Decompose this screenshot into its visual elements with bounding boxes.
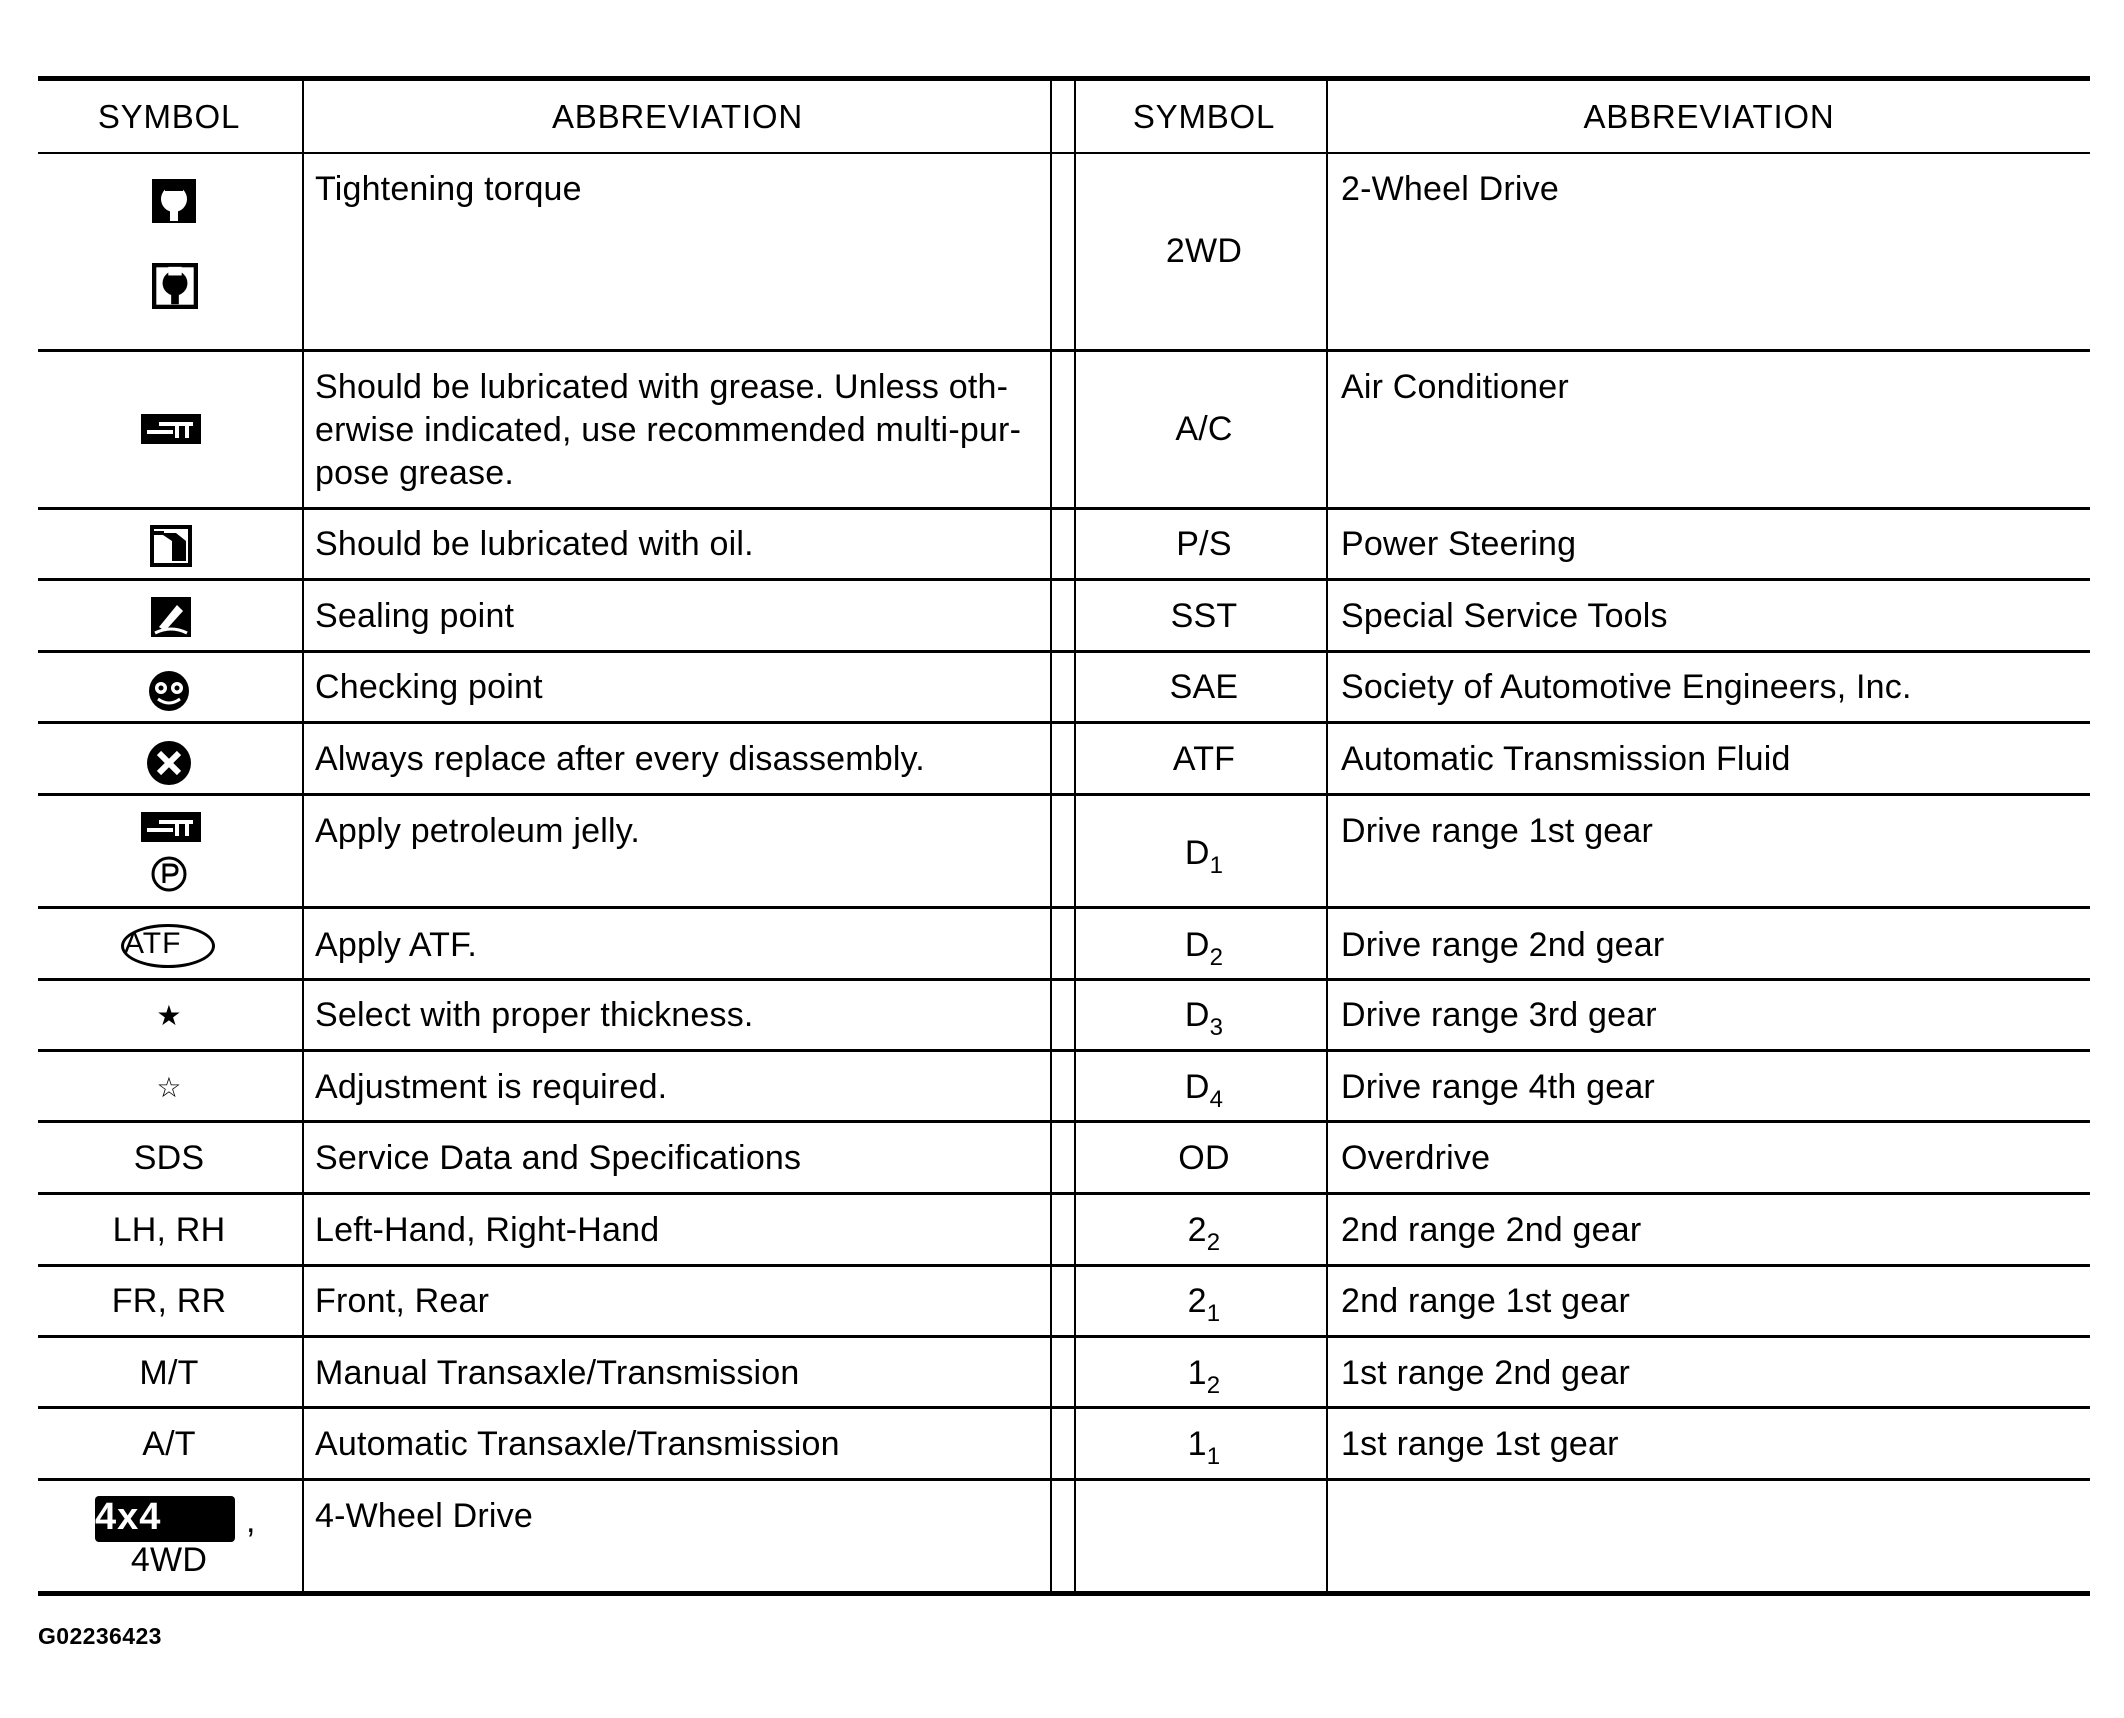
- row-text: 1st range 2nd gear: [1341, 1354, 1631, 1392]
- atf-oval-icon: ATF: [121, 924, 215, 968]
- symbol-cell: 2WD: [1165, 232, 1243, 270]
- row-text: Drive range 2nd gear: [1341, 926, 1665, 964]
- symbol-cell: P/S: [1176, 525, 1232, 563]
- row-text: Society of Automotive Engineers, Inc.: [1341, 668, 1912, 706]
- symbol-base: D: [1184, 834, 1210, 872]
- row-text: Drive range 3rd gear: [1341, 996, 1657, 1034]
- row-text: Select with proper thickness.: [315, 996, 754, 1034]
- symbol-base: 1: [1187, 1354, 1207, 1392]
- row-divider: [38, 721, 2090, 724]
- symbol-base: 1: [1187, 1425, 1207, 1463]
- row-divider: [38, 1335, 2090, 1338]
- symbol-cell: [1078, 1066, 1330, 1113]
- row-text: Adjustment is required.: [315, 1068, 668, 1106]
- symbol-cell: SAE: [1169, 668, 1239, 706]
- outline-star-icon: ☆: [156, 1072, 182, 1103]
- symbol-cell: ATF: [1172, 740, 1236, 778]
- grease-gun-icon: [141, 812, 201, 842]
- symbol-subscript: 1: [1206, 1300, 1221, 1327]
- row-text: 1st range 1st gear: [1341, 1425, 1619, 1463]
- symbol-subscript: 2: [1206, 1229, 1221, 1256]
- row-text: 2-Wheel Drive: [1341, 170, 1559, 208]
- symbol-cell: OD: [1178, 1139, 1230, 1177]
- row-text: Apply petroleum jelly.: [315, 812, 641, 850]
- row-text: 4-Wheel Drive: [315, 1497, 533, 1535]
- row-text: Checking point: [315, 668, 543, 706]
- symbol-base: D: [1184, 996, 1210, 1034]
- row-text: 2nd range 1st gear: [1341, 1282, 1631, 1320]
- symbol-base: 2: [1187, 1211, 1207, 1249]
- header-symbol-left: SYMBOL: [97, 98, 241, 135]
- header-symbol-right: SYMBOL: [1132, 98, 1276, 135]
- row-divider: [38, 578, 2090, 581]
- symbol-cell: LH, RH: [112, 1211, 226, 1249]
- row-text: Should be lubricated with grease. Unless oth- erwise indicated, use recommended multi-pur- pose grease.: [315, 368, 1022, 492]
- sealant-tube-icon: [151, 597, 191, 637]
- 4x4-badge-icon: 4x4: [95, 1496, 235, 1542]
- table-bottom-border: [38, 1591, 2090, 1596]
- symbol-cell: [1078, 1423, 1330, 1470]
- symbol-subscript: 1: [1206, 1443, 1221, 1470]
- symbol-cell: [1078, 924, 1330, 971]
- circled-p-icon: [150, 855, 188, 893]
- symbol-cell: [1078, 1280, 1330, 1327]
- row-text: Should be lubricated with oil.: [315, 525, 754, 563]
- column-divider: [302, 80, 304, 1593]
- checking-face-icon: [147, 669, 191, 713]
- row-text: Automatic Transaxle/Transmission: [315, 1425, 840, 1463]
- row-text: Air Conditioner: [1341, 368, 1569, 406]
- row-divider: [38, 1478, 2090, 1481]
- row-text: Special Service Tools: [1341, 597, 1668, 635]
- torque-wrench-icon: [150, 177, 198, 225]
- symbol-base: D: [1184, 926, 1210, 964]
- symbol-cell: SDS: [133, 1139, 205, 1177]
- symbol-cell: M/T: [139, 1354, 199, 1392]
- row-divider: [38, 1406, 2090, 1409]
- symbol-subscript: 2: [1209, 944, 1224, 971]
- row-text: Manual Transaxle/Transmission: [315, 1354, 800, 1392]
- header-divider: [38, 152, 2090, 154]
- symbol-subscript: 1: [1209, 852, 1224, 879]
- row-text: Overdrive: [1341, 1139, 1491, 1177]
- row-text: Automatic Transmission Fluid: [1341, 740, 1791, 778]
- symbol-cell: A/C: [1175, 410, 1233, 448]
- row-text: Power Steering: [1341, 525, 1577, 563]
- symbol-cell: SST: [1170, 597, 1238, 635]
- symbol-cell: A/T: [142, 1425, 196, 1463]
- symbol-cell: [1078, 832, 1330, 879]
- row-text: Service Data and Specifications: [315, 1139, 802, 1177]
- symbol-subscript: 3: [1209, 1014, 1224, 1041]
- symbol-subscript: 4: [1209, 1086, 1224, 1113]
- row-text: Tightening torque: [315, 170, 582, 208]
- row-divider: [38, 1120, 2090, 1123]
- symbol-cell: 4WD: [130, 1541, 208, 1579]
- symbol-subscript: 2: [1206, 1372, 1221, 1399]
- figure-id: G02236423: [38, 1623, 162, 1649]
- table-top-border: [38, 76, 2090, 81]
- row-divider: [38, 978, 2090, 981]
- row-text: Front, Rear: [315, 1282, 490, 1320]
- row-divider: [38, 349, 2090, 352]
- row-text: Always replace after every disassembly.: [315, 740, 925, 778]
- row-divider: [38, 507, 2090, 510]
- symbol-cell: [1078, 994, 1330, 1041]
- header-abbreviation-left: ABBREVIATION: [551, 98, 804, 135]
- row-text: Sealing point: [315, 597, 515, 635]
- symbol-cell: [1078, 1352, 1330, 1399]
- row-text: Apply ATF.: [315, 926, 477, 964]
- symbol-cell: [1078, 1209, 1330, 1256]
- row-divider: [38, 906, 2090, 909]
- replace-x-icon: [146, 740, 192, 786]
- row-divider: [38, 793, 2090, 796]
- grease-gun-icon: [141, 414, 201, 444]
- row-text: Drive range 1st gear: [1341, 812, 1654, 850]
- symbol-base: 2: [1187, 1282, 1207, 1320]
- center-divider-right: [1074, 80, 1076, 1593]
- symbol-cell: FR, RR: [111, 1282, 227, 1320]
- torque-wrench-filled-icon: [152, 263, 198, 309]
- symbol-base: D: [1184, 1068, 1210, 1106]
- header-abbreviation-right: ABBREVIATION: [1583, 98, 1835, 135]
- row-text: 2nd range 2nd gear: [1341, 1211, 1642, 1249]
- row-divider: [38, 1192, 2090, 1195]
- row-divider: [38, 1264, 2090, 1267]
- filled-star-icon: ★: [156, 1000, 182, 1031]
- row-text: Left-Hand, Right-Hand: [315, 1211, 660, 1249]
- row-divider: [38, 650, 2090, 653]
- oil-can-icon: [150, 525, 192, 567]
- row-divider: [38, 1049, 2090, 1052]
- badge-separator: ,: [246, 1502, 256, 1540]
- row-text: Drive range 4th gear: [1341, 1068, 1655, 1106]
